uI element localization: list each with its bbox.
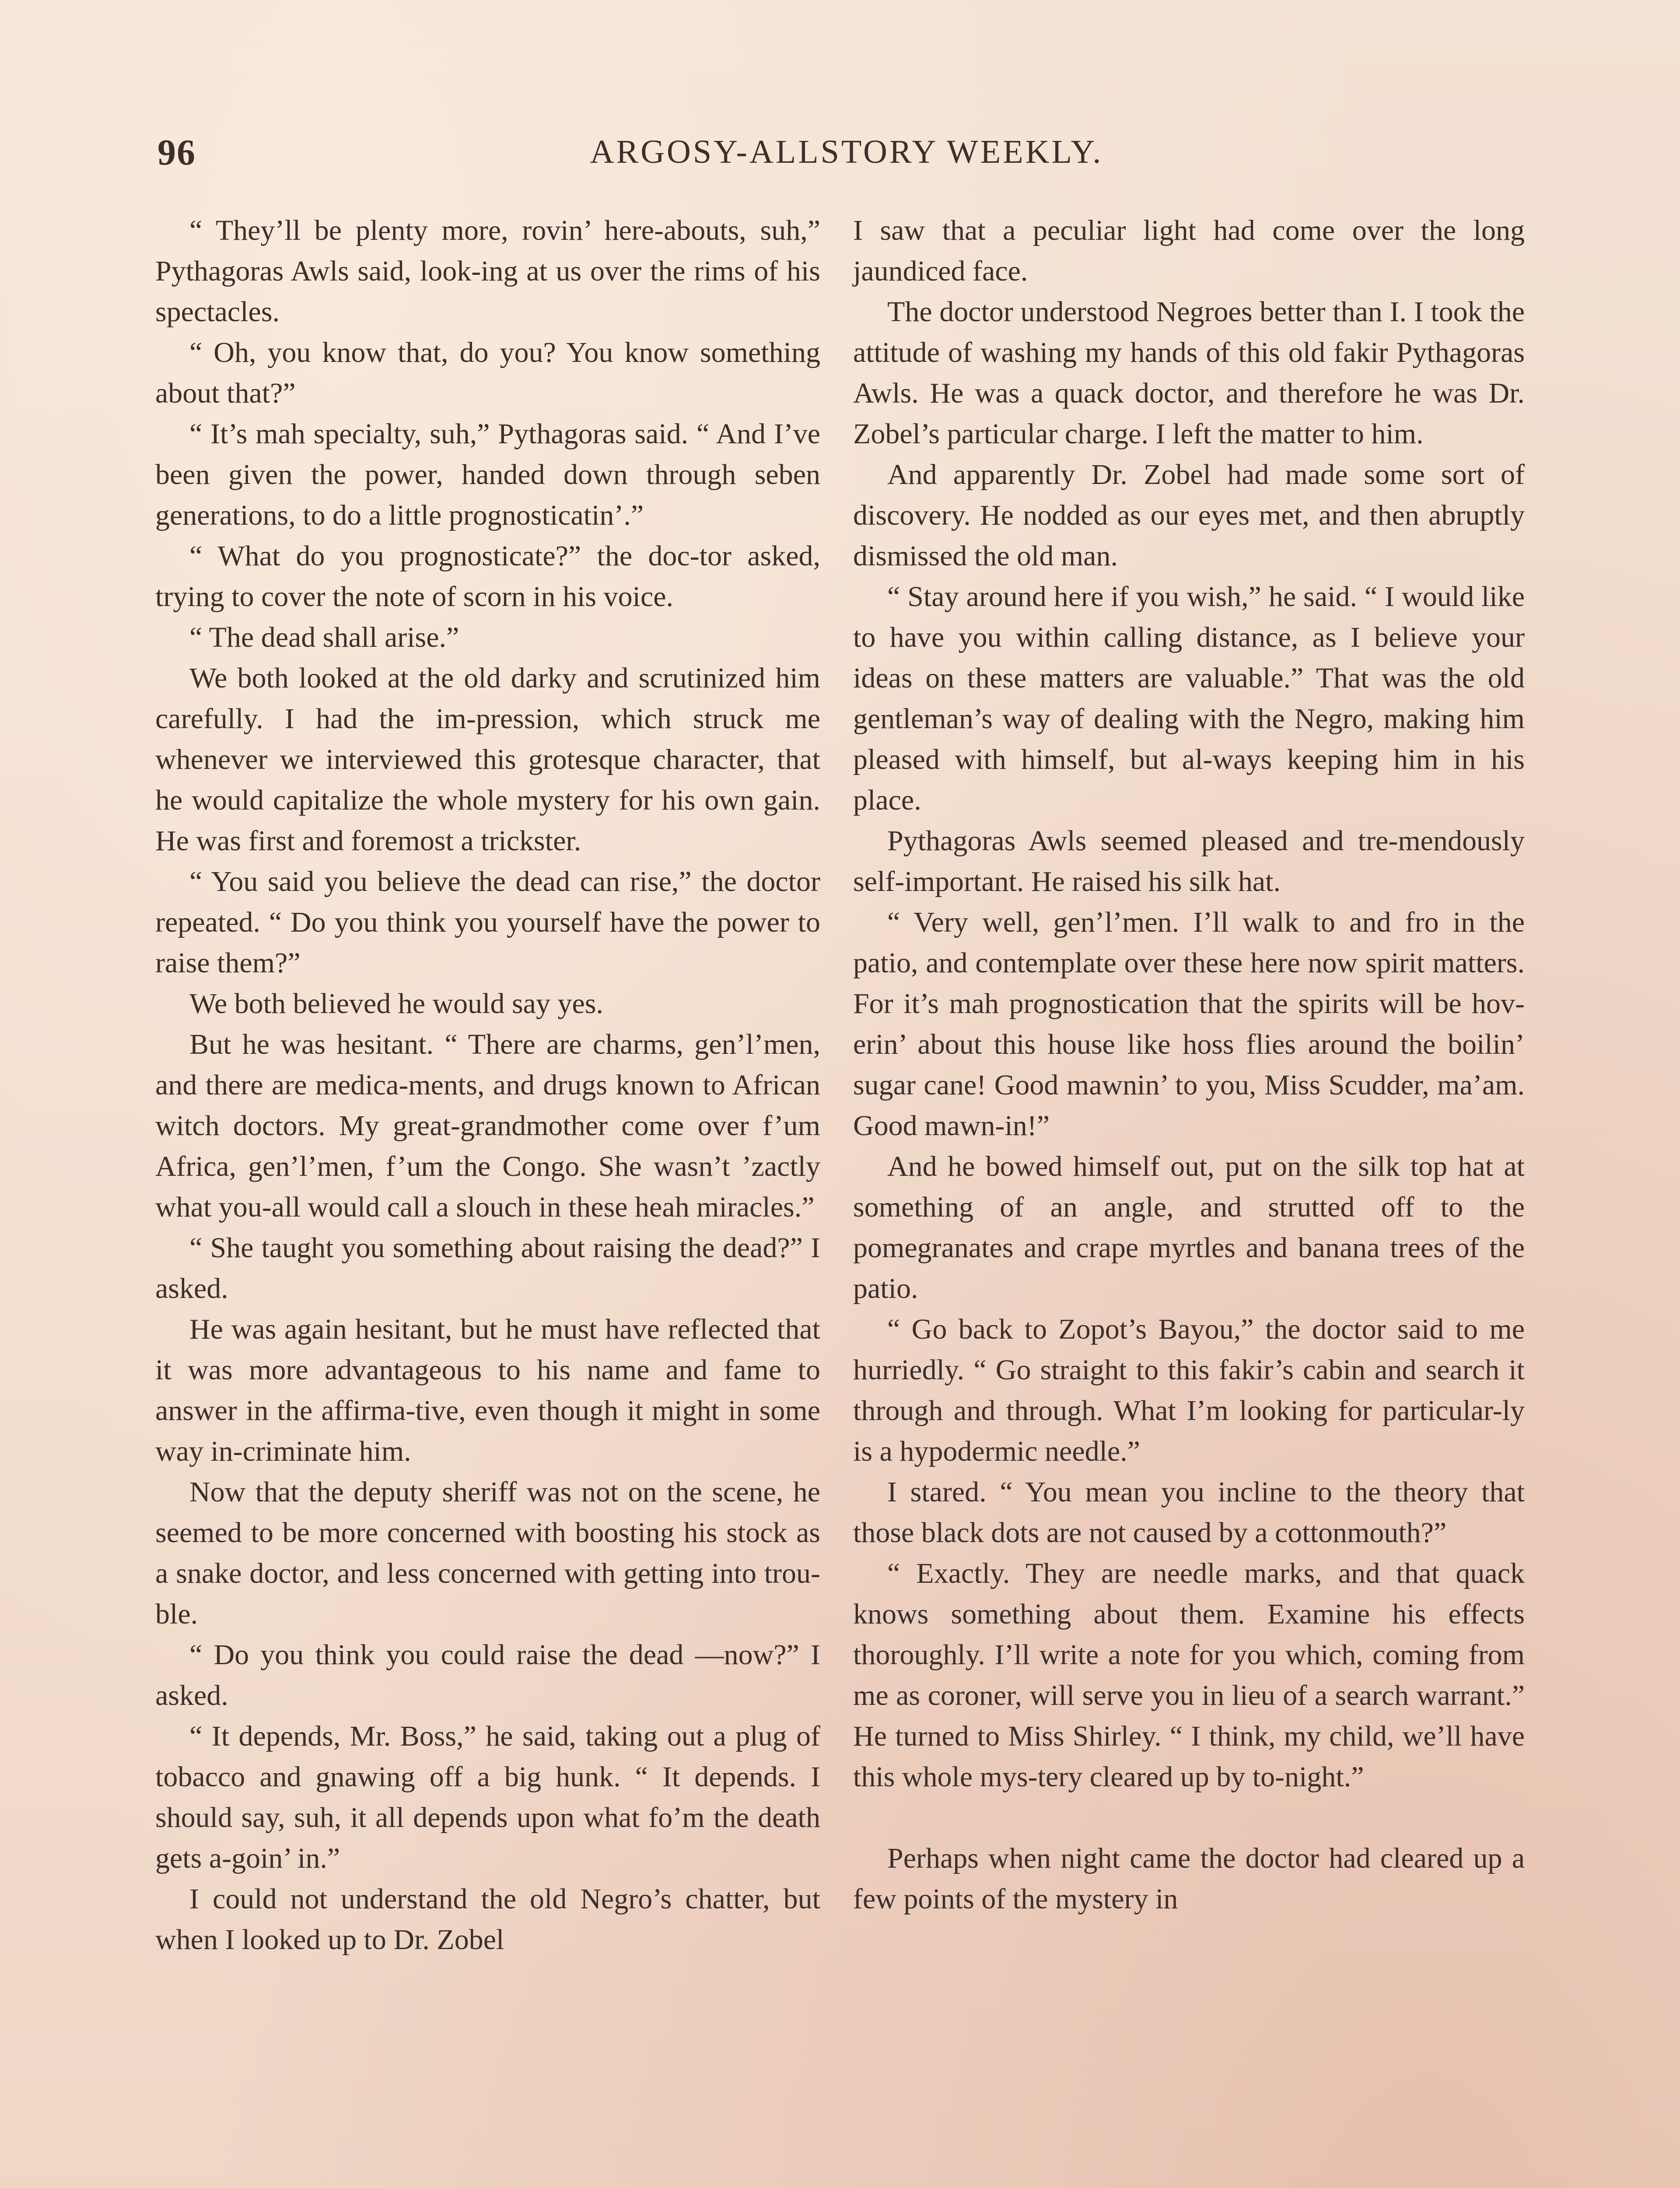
- paragraph: “ You said you believe the dead can rise,” the doctor repeated. “ Do you think you yourself have the power to raise them?”: [155, 866, 820, 979]
- paragraph: “ Very well, gen’l’men. I’ll walk to and fro in the patio, and contemplate over these here now spirit matters. For it’s mah prognostication that the spirits will be hov-erin’ about this house like hoss flies around the boilin’ sugar cane! Good mawnin’ to you, Miss Scudder, ma’am. Good mawn-in!”: [853, 906, 1525, 1142]
- paragraph: I stared. “ You mean you incline to the theory that those black dots are not caused by a cottonmouth?”: [853, 1476, 1525, 1549]
- paragraph: We both believed he would say yes.: [189, 988, 603, 1020]
- paragraph: “ Do you think you could raise the dead —now?” I asked.: [155, 1639, 820, 1711]
- paragraph: Pythagoras Awls seemed pleased and tre-mendously self-important. He raised his silk hat.: [853, 825, 1525, 898]
- paragraph: “ Go back to Zopot’s Bayou,” the doctor said to me hurriedly. “ Go straight to this fakir’s cabin and search it through and through. What I’m looking for particular-ly is a hypodermic needle.”: [853, 1313, 1525, 1467]
- paragraph: We both looked at the old darky and scrutinized him carefully. I had the im-pression, which struck me whenever we interviewed this grotesque character, that he would capitalize the whole mystery for his own gain. He was first and foremost a trickster.: [155, 662, 820, 857]
- paragraph: And apparently Dr. Zobel had made some sort of discovery. He nodded as our eyes met, and then abruptly dismissed the old man.: [853, 459, 1525, 572]
- paragraph: “ It’s mah specialty, suh,” Pythagoras said. “ And I’ve been given the power, handed down through seben generations, to do a little prognosticatin’.”: [155, 418, 820, 531]
- paragraph: I saw that a peculiar light had come over the long jaundiced face.: [853, 214, 1525, 287]
- paragraph: “ They’ll be plenty more, rovin’ here-abouts, suh,” Pythagoras Awls said, look-ing at us over the rims of his spectacles.: [155, 214, 820, 328]
- paragraph: Perhaps when night came the doctor had cleared up a few points of the mystery in: [853, 1842, 1525, 1915]
- paragraph: “ The dead shall arise.”: [189, 621, 459, 653]
- paragraph: “ She taught you something about raising the dead?” I asked.: [155, 1232, 820, 1304]
- paragraph: “ Oh, you know that, do you? You know something about that?”: [155, 337, 820, 409]
- paragraph: But he was hesitant. “ There are charms, gen’l’men, and there are medica-ments, and drugs known to African witch doctors. My great-grandmother come over f’um Africa, gen’l’men, f’um the Congo. She wasn’t ’zactly what you-all would call a slouch in these heah miracles.”: [155, 1028, 820, 1223]
- page-number: 96: [158, 132, 196, 173]
- paragraph: “ It depends, Mr. Boss,” he said, taking out a plug of tobacco and gnawing off a big hunk. “ It depends. I should say, suh, it all depends upon what fo’m the death gets a-goin’ in.”: [155, 1720, 820, 1874]
- paragraph: “ Stay around here if you wish,” he said. “ I would like to have you within calling distance, as I believe your ideas on these matters are valuable.” That was the old gentleman’s way of dealing with the Negro, making him pleased with himself, but al-ways keeping him in his place.: [853, 581, 1525, 816]
- paragraph: And he bowed himself out, put on the silk top hat at something of an angle, and strutted off to the pomegranates and crape myrtles and banana trees of the patio.: [853, 1150, 1525, 1304]
- left-column: [155, 210, 820, 1960]
- page-header: [158, 131, 1536, 179]
- paragraph: Now that the deputy sheriff was not on the scene, he seemed to be more concerned with boosting his stock as a snake doctor, and less concerned with getting into trou-ble.: [155, 1476, 820, 1630]
- paragraph: The doctor understood Negroes better than I. I took the attitude of washing my hands of this old fakir Pythagoras Awls. He was a quack doctor, and therefore he was Dr. Zobel’s particular charge. I left the matter to him.: [853, 296, 1525, 450]
- paragraph: “ Exactly. They are needle marks, and that quack knows something about them. Examine his effects thoroughly. I’ll write a note for you which, coming from me as coroner, will serve you in lieu of a search warrant.” He turned to Miss Shirley. “ I think, my child, we’ll have this whole mys-tery cleared up by to-night.”: [853, 1557, 1525, 1793]
- right-column: [853, 210, 1525, 1919]
- paragraph: I could not understand the old Negro’s chatter, but when I looked up to Dr. Zobel: [155, 1883, 820, 1956]
- paragraph: “ What do you prognosticate?” the doc-tor asked, trying to cover the note of scorn in his voice.: [155, 540, 820, 613]
- paragraph: He was again hesitant, but he must have reflected that it was more advantageous to his name and fame to answer in the affirma-tive, even though it might in some way in-criminate him.: [155, 1313, 820, 1467]
- running-head: ARGOSY-ALLSTORY WEEKLY.: [590, 133, 1103, 170]
